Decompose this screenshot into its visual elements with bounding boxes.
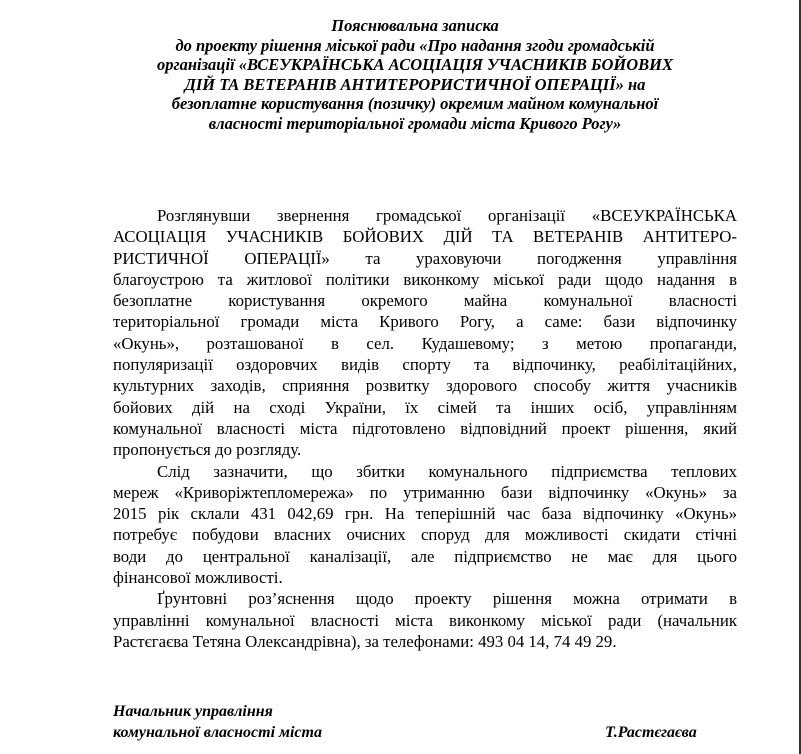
body-line: Ґрунтовні роз’яснення щодо проекту рішення можна отримати в bbox=[157, 589, 737, 609]
body-line: благоустрою та житлової політики виконкому міської ради щодо надання в bbox=[113, 269, 737, 289]
signature-position bbox=[113, 702, 322, 743]
title-line: організації «ВСЕУКРАЇНСЬКА АСОЦІАЦІЯ УЧАСНИКІВ БОЙОВИХ bbox=[157, 55, 673, 75]
title-line: до проекту рішення міської ради «Про надання згоди громадській bbox=[175, 35, 655, 55]
title-line: Пояснювальна записка bbox=[331, 16, 499, 35]
title-line: власності територіальної громади міста Кривого Рогу» bbox=[208, 113, 622, 133]
body-line: пропонується до розгляду. bbox=[113, 440, 302, 460]
body-line: культурних заходів, сприяння розвитку здорового способу життя учасників bbox=[113, 376, 737, 396]
body-line: «Окунь», розташованої в сел. Кудашевому; з метою пропаганди, bbox=[113, 333, 737, 353]
title-line: безоплатне користування (позичку) окремим майном комунальної bbox=[171, 94, 659, 114]
signature-position-line: комунальної власності міста bbox=[113, 723, 322, 741]
body-line: популяризації оздоровчих видів спорту та відпочинку, реабілітаційних, bbox=[113, 355, 737, 375]
document-body bbox=[113, 205, 737, 652]
signature-position-line: Начальник управління bbox=[113, 703, 273, 720]
body-line: управлінні комунальної власності міста виконкому міської ради (начальник bbox=[113, 610, 737, 630]
body-line: фінансової можливості. bbox=[113, 568, 283, 588]
signature-name: Т.Растєгаєва bbox=[605, 723, 697, 741]
body-line: АСОЦІАЦІЯ УЧАСНИКІВ БОЙОВИХ ДІЙ ТА ВЕТЕРАНІВ АНТИТЕРО- bbox=[113, 227, 737, 247]
document-title bbox=[100, 16, 730, 134]
body-line: бойових дій на сході України, їх сімей та інших осіб, управлінням bbox=[113, 397, 737, 417]
body-line: мереж «Криворіжтепломережа» по утриманню бази відпочинку «Окунь» за bbox=[113, 482, 737, 502]
title-line: ДІЙ ТА ВЕТЕРАНІВ АНТИТЕРОРИСТИЧНОЇ ОПЕРАЦІЇ» на bbox=[184, 74, 646, 94]
body-line: РИСТИЧНОЇ ОПЕРАЦІЇ» та ураховуючи погодження управління bbox=[113, 248, 737, 268]
body-line: Розглянувши звернення громадської організації «ВСЕУКРАЇНСЬКА bbox=[157, 206, 737, 225]
body-line: Слід зазначити, що збитки комунального підприємства теплових bbox=[157, 461, 737, 481]
body-line: комунальної власності міста підготовлено відповідний проект рішення, який bbox=[113, 418, 737, 438]
body-line: Растєгаєва Тетяна Олександрівна), за телефонами: 493 04 14, 74 49 29. bbox=[113, 631, 617, 651]
body-line: 2015 рік склали 431 042,69 грн. На теперішній час база відпочинку «Окунь» bbox=[113, 504, 737, 524]
body-line: безоплатне користування окремого майна комунальної власності bbox=[113, 291, 737, 311]
body-line: територіальної громади міста Кривого Рогу, а саме: бази відпочинку bbox=[113, 312, 737, 332]
body-line: потребує побудови власних очисних споруд для можливості скидати стічні bbox=[113, 525, 737, 545]
body-line: води до центральної каналізації, але підприємство не має для цього bbox=[113, 546, 737, 566]
